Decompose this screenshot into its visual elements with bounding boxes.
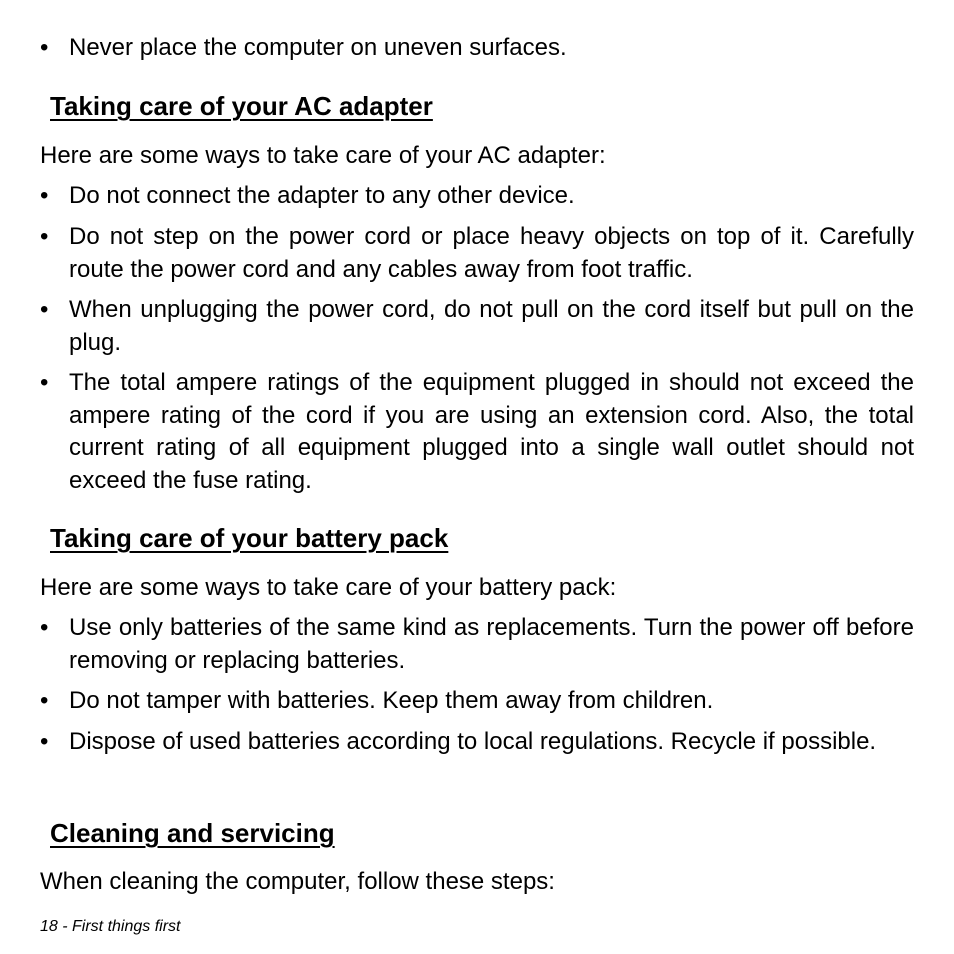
bullet-marker: • [40,687,49,714]
section-intro: Here are some ways to take care of your AC adapter: [40,142,606,169]
list-item-text: Do not tamper with batteries. Keep them away from children. [69,687,714,714]
section-heading-ac-adapter: Taking care of your AC adapter [50,91,433,121]
list-item-text: Dispose of used batteries according to local regulations. Recycle if possible. [69,728,877,755]
list-item-text: The total ampere ratings of the equipment plugged in should not exceed the ampere rating of the cord if you are using an extension cord. Also, the total current rating of all equipment plugged into a single wall outlet should not exceed the fuse rating. [69,369,914,494]
list-item-text: Do not step on the power cord or place heavy objects on top of it. Carefully route the power cord and any cables away from foot traffic. [69,223,914,283]
section-intro: Here are some ways to take care of your battery pack: [40,574,617,601]
list-item-text: Use only batteries of the same kind as replacements. Turn the power off before removing or replacing batteries. [69,614,914,674]
list-item-text: Do not connect the adapter to any other device. [69,182,575,209]
list-item-text: Never place the computer on uneven surfaces. [69,34,567,61]
bullet-marker: • [40,369,49,396]
bullet-marker: • [40,296,49,323]
bullet-marker: • [40,223,49,250]
list-item-text: When unplugging the power cord, do not pull on the cord itself but pull on the plug. [69,296,914,356]
bullet-marker: • [40,728,49,755]
section-heading-battery-pack: Taking care of your battery pack [50,523,449,553]
page-footer: 18 - First things first [40,918,181,935]
bullet-marker: • [40,182,49,209]
section-intro: When cleaning the computer, follow these steps: [40,868,555,895]
bullet-marker: • [40,614,49,641]
section-heading-cleaning: Cleaning and servicing [50,818,335,848]
bullet-marker: • [40,34,49,61]
